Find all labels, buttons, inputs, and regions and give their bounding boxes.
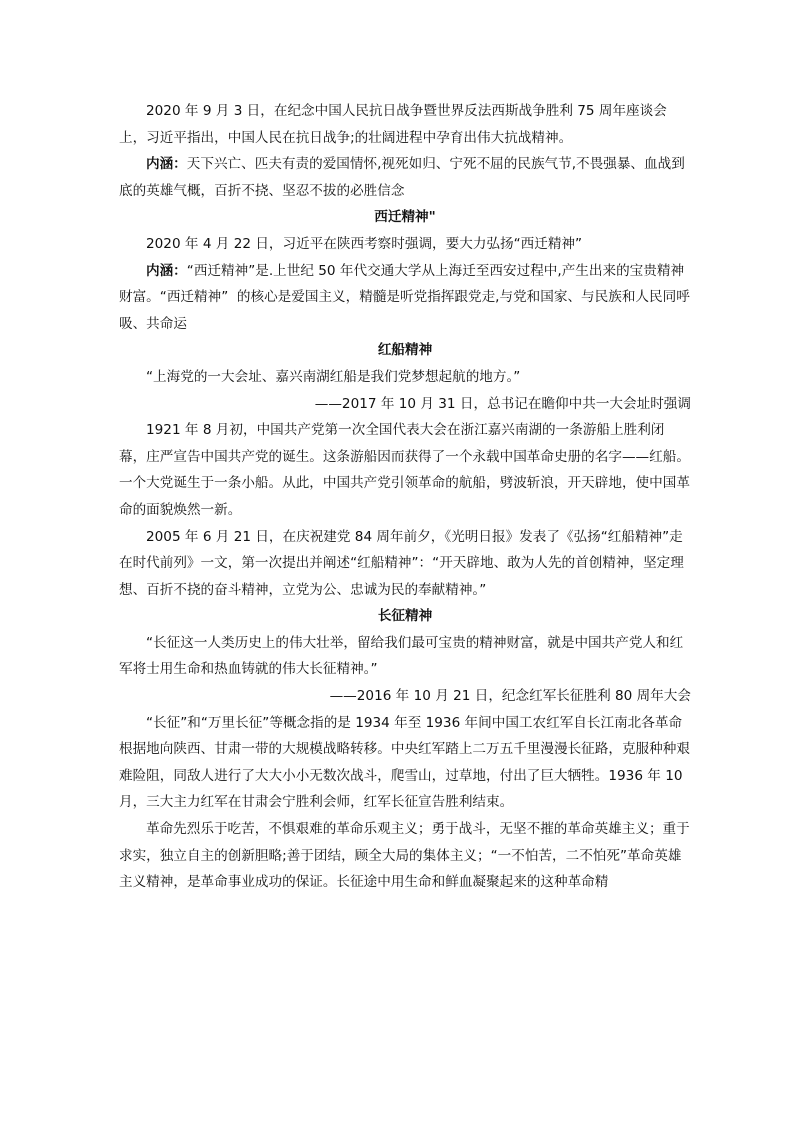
paragraph-text: 天下兴亡、匹夫有责的爱国情怀,视死如归、宁死不屈的民族气节,不畏强暴、血战到底的英雄气概，百折不挠、坚忍不拔的必胜信念 — [119, 156, 685, 199]
quote-source: ——2016 年 10 月 21 日，纪念红军长征胜利 80 周年大会 — [329, 688, 691, 705]
paragraph — [119, 151, 691, 204]
connotation-label: 内涵： — [146, 262, 187, 279]
paragraph: 2005 年 6 月 21 日，在庆祝建党 84 周年前夕，《光明日报》发表了《弘扬“红船精神”走在时代前列》一文，第一次提出并阐述“红船精神”：“开天辟地、敢为人先的首创精神，坚定理想、百折不挠的奋斗精神，立党为公、忠诚为民的奉献精神。” — [119, 528, 684, 598]
quote-source: ——2017 年 10 月 31 日，总书记在瞻仰中共一大会址时强调 — [314, 395, 691, 412]
paragraph: 1921 年 8 月初，中国共产党第一次全国代表大会在浙江嘉兴南湖的一条游船上胜利闭幕，庄严宣告中国共产党的诞生。这条游船因而获得了一个永载中国革命史册的名字——红船。一个大党诞生于一条小船。从此，中国共产党引领革命的航船，劈波斩浪，开天辟地，使中国革命的面貌焕然一新。 — [119, 422, 690, 518]
section-heading: 西迁精神" — [374, 209, 436, 226]
section-heading: 红船精神 — [377, 342, 433, 359]
quote: “长征这一人类历史上的伟大壮举，留给我们最可宝贵的精神财富，就是中国共产党人和红军将士用生命和热血铸就的伟大长征精神。” — [119, 634, 684, 678]
paragraph: 2020 年 4 月 22 日，习近平在陕西考察时强调，要大力弘扬“西迁精神” — [146, 235, 583, 252]
quote: “上海党的一大会址、嘉兴南湖红船是我们党梦想起航的地方。” — [146, 368, 521, 385]
paragraph: 革命先烈乐于吃苦，不惧艰难的革命乐观主义；勇于战斗，无坚不摧的革命英雄主义；重于求实，独立自主的创新胆略;善于团结，顾全大局的集体主义；“一不怕苦，二不怕死”革命英雄主义精神，是革命事业成功的保证。长征途中用生命和鲜血凝聚起来的这种革命精 — [119, 821, 690, 891]
paragraph: “长征”和“万里长征”等概念指的是 1934 年至 1936 年间中国工农红军自长江南北各革命根据地向陕西、甘肃一带的大规模战略转移。中央红军踏上二万五千里漫漫长征路，克服种种艰难险阻，同敌人进行了大大小小无数次战斗，爬雪山，过草地，付出了巨大牺牲。1936 年 10 月，三大主力红军在甘肃会宁胜利会师，红军长征宣告胜利结束。 — [119, 714, 690, 811]
paragraph — [119, 258, 691, 338]
paragraph: 2020 年 9 月 3 日，在纪念中国人民抗日战争暨世界反法西斯战争胜利 75 周年座谈会上，习近平指出，中国人民在抗日战争;的壮阔进程中孕育出伟大抗战精神。 — [119, 103, 667, 146]
section-heading: 长征精神 — [377, 608, 433, 625]
document-body — [119, 98, 691, 896]
paragraph-text: “西迁精神”是.上世纪 50 年代交通大学从上海迁至西安过程中,产生出来的宝贵精神财富。“西迁精神” 的核心是爱国主义，精髓是听党指挥跟党走,与党和国家、与民族和人民同呼吸、共命运 — [119, 262, 690, 332]
connotation-label: 内涵： — [146, 156, 187, 173]
